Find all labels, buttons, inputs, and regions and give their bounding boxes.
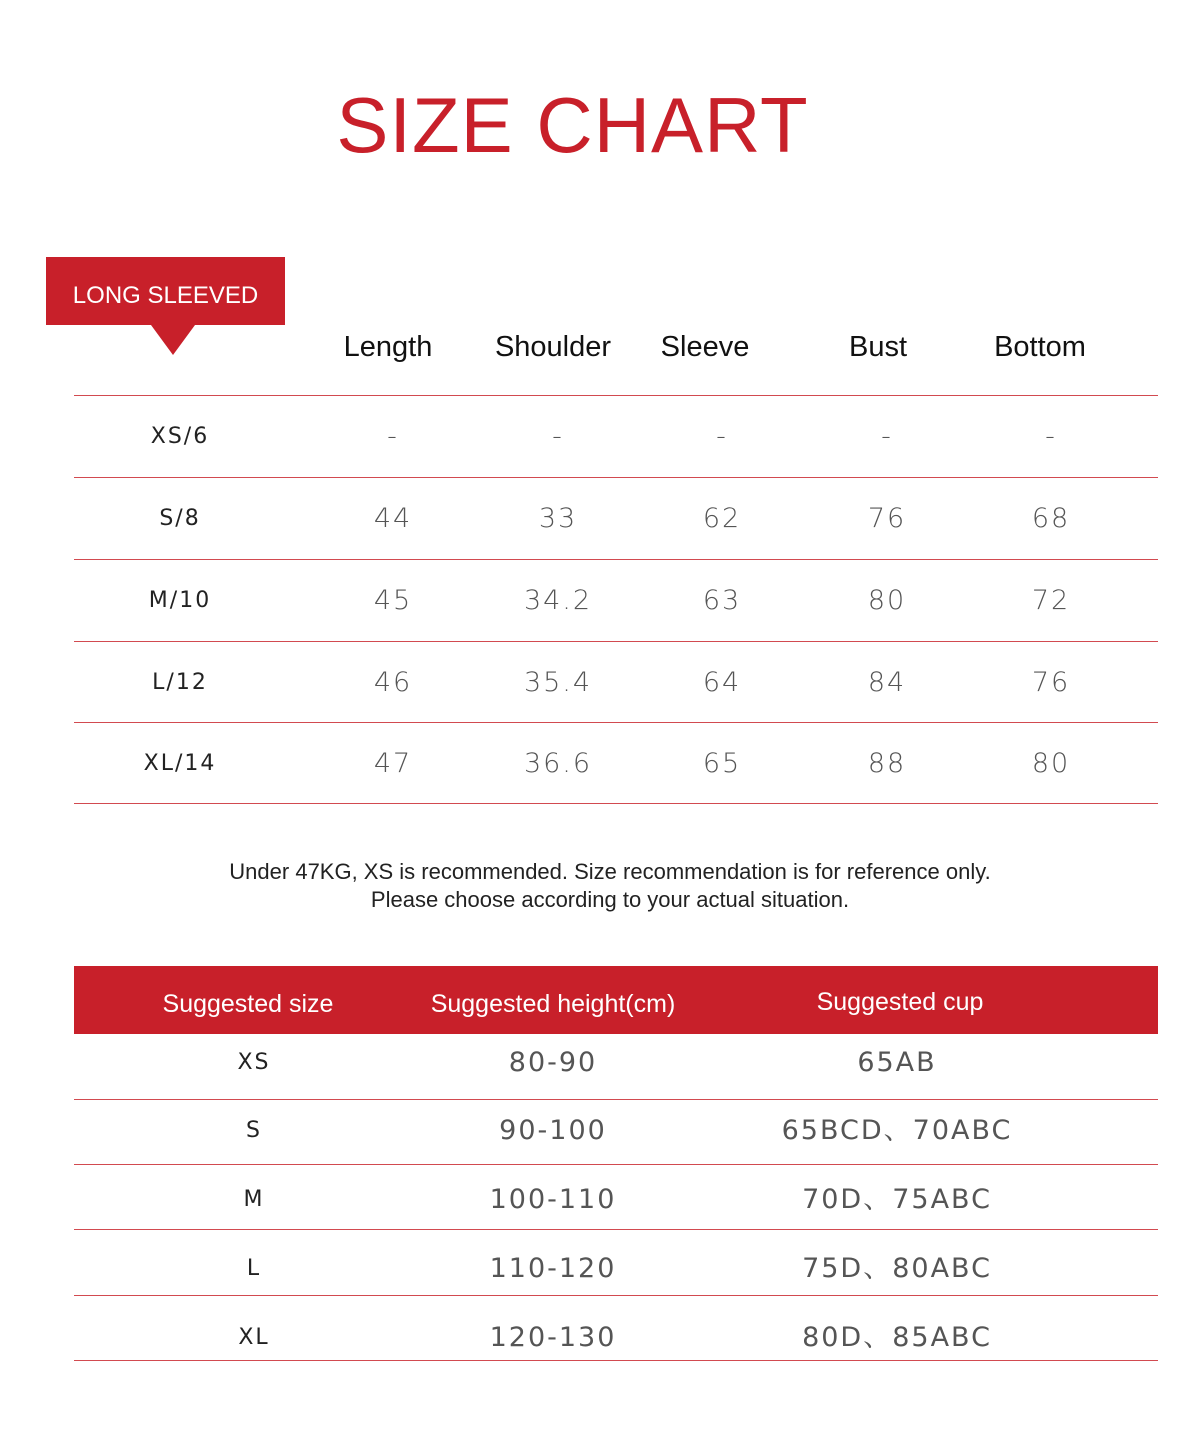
suggested-size: L xyxy=(246,1256,262,1281)
suggested-height: 90-100 xyxy=(499,1115,607,1146)
table-row xyxy=(74,723,1158,804)
size-label: M/10 xyxy=(148,588,212,613)
shoulder-value: 35.4 xyxy=(523,667,593,698)
table-divider xyxy=(74,803,1158,804)
shoulder-value: - xyxy=(552,421,564,452)
length-value: 45 xyxy=(373,585,413,616)
bottom-value: 80 xyxy=(1031,748,1071,779)
suggestion-row xyxy=(74,1034,1158,1099)
suggestion-row xyxy=(74,1171,1158,1236)
table-divider xyxy=(74,1229,1158,1230)
suggested-size: XL xyxy=(238,1325,270,1350)
category-badge: LONG SLEEVED xyxy=(46,257,285,325)
suggested-height: 100-110 xyxy=(489,1184,617,1215)
suggested-size: S xyxy=(246,1118,262,1143)
suggestion-header-bar xyxy=(74,966,1158,1034)
page-title: SIZE CHART xyxy=(336,81,809,169)
suggested-cup: 65AB xyxy=(857,1047,937,1078)
badge-pointer xyxy=(151,325,195,355)
shoulder-value: 36.6 xyxy=(523,748,593,779)
length-value: 46 xyxy=(373,667,413,698)
bottom-value: 76 xyxy=(1031,667,1071,698)
size-note-line-2: Please choose according to your actual situation. xyxy=(370,887,850,912)
suggested-cup-header: Suggested cup xyxy=(816,988,984,1016)
shoulder-value: 34.2 xyxy=(523,585,593,616)
suggested-height: 110-120 xyxy=(489,1253,617,1284)
shoulder-value: 33 xyxy=(538,503,578,534)
size-label: S/8 xyxy=(159,506,201,531)
table-row xyxy=(74,478,1158,559)
suggested-cup: 80D、85ABC xyxy=(802,1322,992,1353)
size-label: XS/6 xyxy=(150,424,210,449)
suggested-cup: 65BCD、70ABC xyxy=(781,1115,1013,1146)
sleeve-value: 64 xyxy=(702,667,742,698)
column-header-shoulder: Shoulder xyxy=(494,331,612,363)
table-divider xyxy=(74,1295,1158,1296)
suggested-cup: 75D、80ABC xyxy=(802,1253,992,1284)
table-divider xyxy=(74,1164,1158,1165)
size-note xyxy=(0,858,1200,914)
bust-value: 84 xyxy=(867,667,907,698)
sleeve-value: 62 xyxy=(702,503,742,534)
bottom-value: 72 xyxy=(1031,585,1071,616)
suggested-size: XS xyxy=(237,1050,271,1075)
suggested-cup: 70D、75ABC xyxy=(802,1184,992,1215)
bottom-value: 68 xyxy=(1031,503,1071,534)
suggestion-row xyxy=(74,1102,1158,1167)
length-value: 47 xyxy=(373,748,413,779)
sleeve-value: - xyxy=(716,421,728,452)
bust-value: 76 xyxy=(867,503,907,534)
column-header-bust: Bust xyxy=(848,331,908,363)
sleeve-value: 65 xyxy=(702,748,742,779)
suggested-size-header: Suggested size xyxy=(162,990,334,1018)
suggested-size: M xyxy=(243,1187,265,1212)
size-label: XL/14 xyxy=(143,751,217,776)
sleeve-value: 63 xyxy=(702,585,742,616)
bust-value: - xyxy=(881,421,893,452)
table-row xyxy=(74,396,1158,477)
table-divider xyxy=(74,1099,1158,1100)
size-label: L/12 xyxy=(152,670,208,695)
bust-value: 80 xyxy=(867,585,907,616)
column-header-sleeve: Sleeve xyxy=(660,331,750,363)
length-value: - xyxy=(387,421,399,452)
bust-value: 88 xyxy=(867,748,907,779)
size-note-line-1: Under 47KG, XS is recommended. Size recommendation is for reference only. xyxy=(229,859,991,884)
suggestion-row xyxy=(74,1309,1158,1374)
suggested-height: 80-90 xyxy=(508,1047,598,1078)
suggested-height-header: Suggested height(cm) xyxy=(430,990,676,1018)
table-divider xyxy=(74,1360,1158,1361)
column-header-length: Length xyxy=(343,331,433,363)
table-row xyxy=(74,560,1158,641)
suggested-height: 120-130 xyxy=(489,1322,617,1353)
column-header-bottom: Bottom xyxy=(994,331,1086,363)
table-row xyxy=(74,642,1158,723)
length-value: 44 xyxy=(373,503,413,534)
bottom-value: - xyxy=(1045,421,1057,452)
